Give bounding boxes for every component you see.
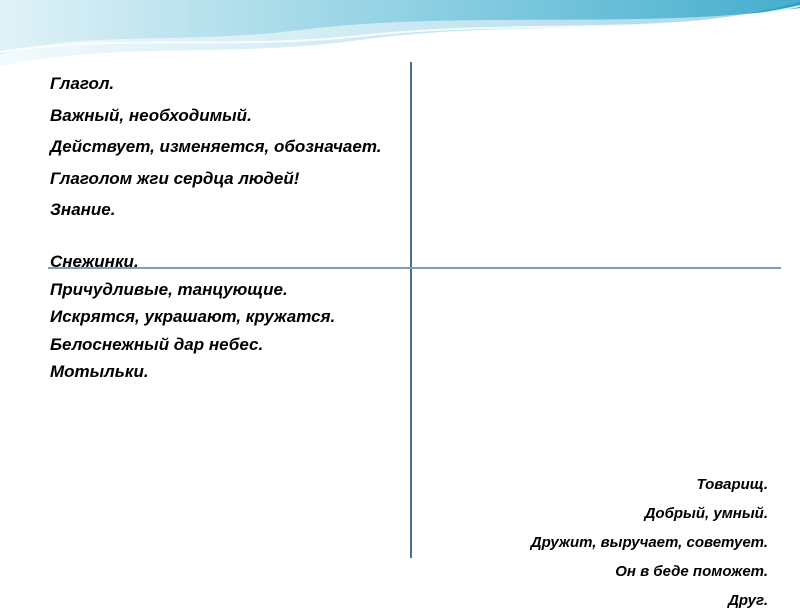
cinquain-verb — [50, 68, 381, 226]
cinquain-line: Глаголом жги сердца людей! — [50, 168, 300, 188]
cinquain-line: Искрятся, украшают, кружатся. — [50, 307, 336, 326]
cinquain-line: Причудливые, танцующие. — [50, 279, 288, 299]
cinquain-friend — [531, 470, 768, 615]
cinquain-line: Мотыльки. — [50, 362, 149, 381]
cinquain-line: Белоснежный дар небес. — [50, 334, 264, 354]
cinquain-line: Товарищ. — [696, 476, 768, 493]
cinquain-line: Глагол. — [50, 74, 115, 93]
vertical-divider — [410, 62, 412, 558]
cinquain-snowflakes — [50, 248, 335, 386]
cinquain-line: Добрый, умный. — [644, 505, 768, 522]
cinquain-line: Снежинки. — [50, 252, 139, 271]
cinquain-line: Действует, изменяется, обозначает. — [50, 137, 382, 156]
cinquain-line: Важный, необходимый. — [50, 105, 252, 125]
cinquain-line: Друг. — [728, 592, 768, 609]
header-wave-decoration — [0, 0, 800, 70]
cinquain-line: Он в беде поможет. — [615, 563, 768, 580]
cinquain-line: Дружит, выручает, советует. — [530, 534, 768, 551]
cinquain-line: Знание. — [50, 200, 116, 219]
